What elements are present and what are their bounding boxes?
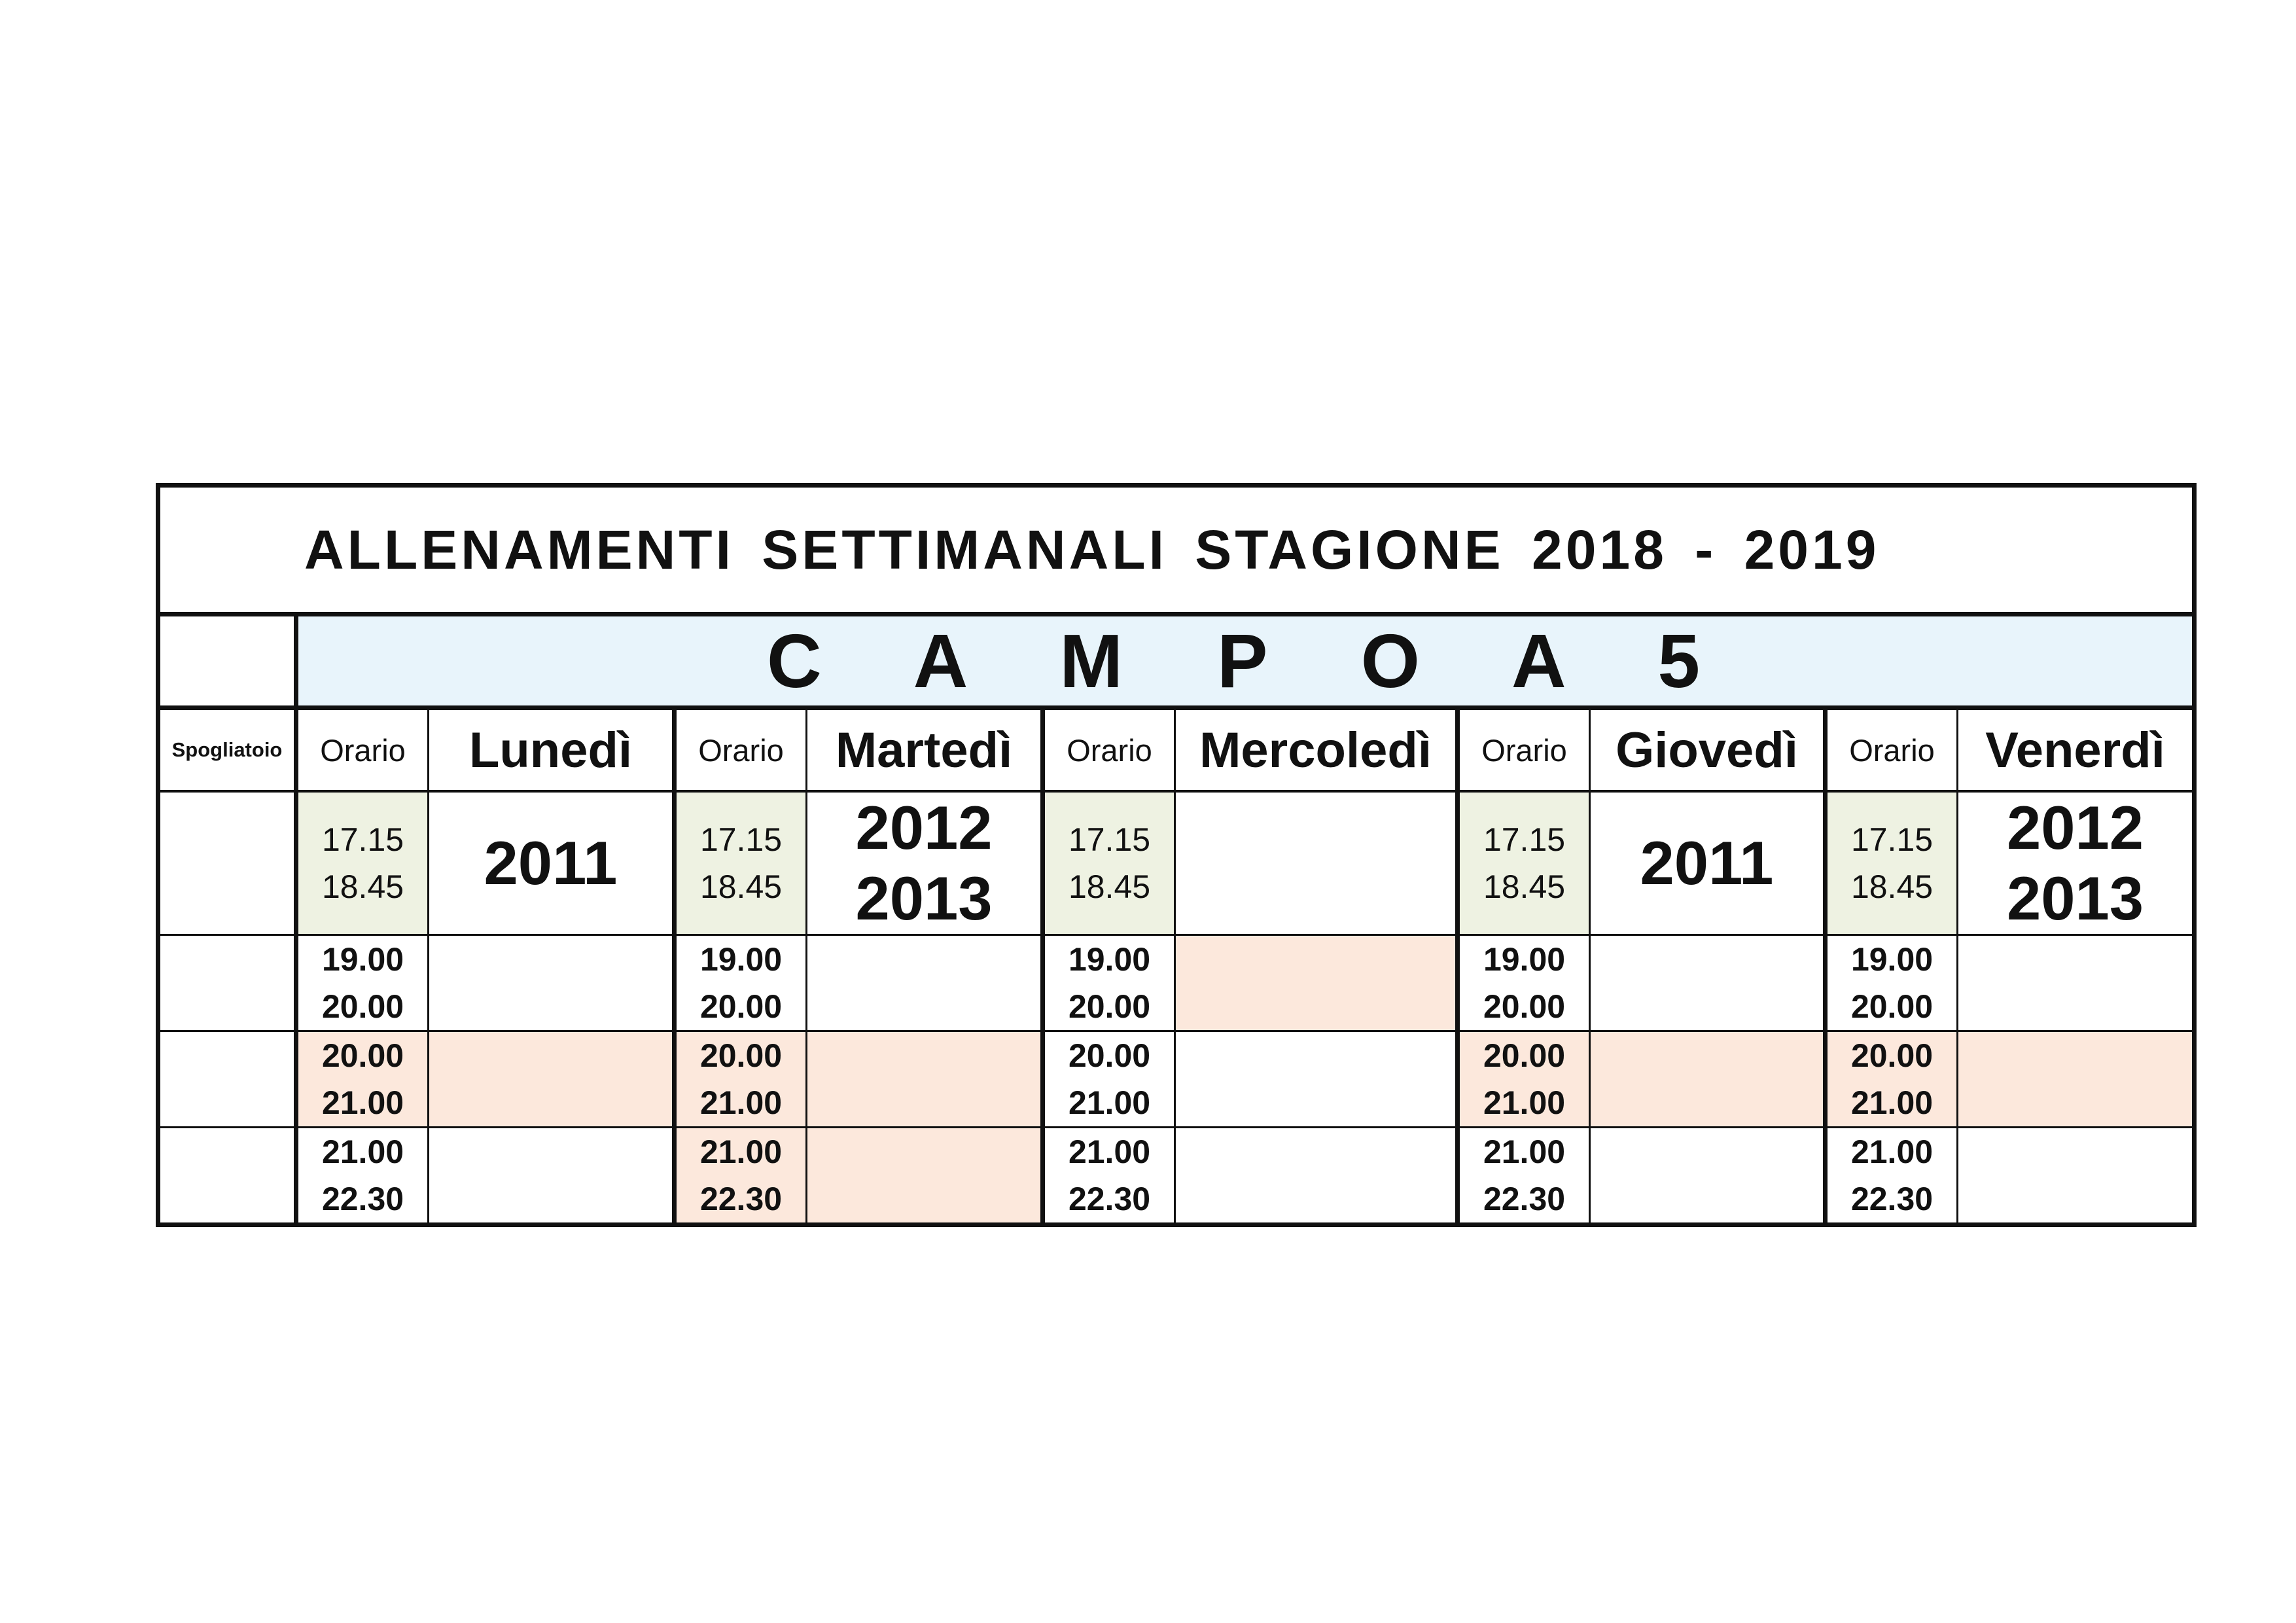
time-cell: 19.00 20.00 <box>1043 935 1175 1031</box>
header-row <box>158 708 2195 792</box>
time-cell: 20.00 21.00 <box>296 1031 429 1128</box>
schedule-cell <box>1175 1128 1458 1225</box>
schedule-cell <box>807 935 1043 1031</box>
time-cell: 21.00 22.30 <box>1826 1128 1958 1225</box>
header-day: Mercoledì <box>1175 708 1458 792</box>
time-cell: 17.15 18.45 <box>675 791 807 935</box>
schedule-cell <box>1175 1031 1458 1128</box>
time-cell: 20.00 21.00 <box>1826 1031 1958 1128</box>
table-row <box>158 935 2195 1031</box>
field-title: C A M P O A 5 <box>296 615 2195 708</box>
schedule-cell <box>1175 935 1458 1031</box>
time-cell: 17.15 18.45 <box>1826 791 1958 935</box>
schedule-cell <box>1958 1031 2195 1128</box>
schedule-cell <box>429 1031 675 1128</box>
time-cell: 17.15 18.45 <box>296 791 429 935</box>
schedule-cell: 2011 <box>1590 791 1826 935</box>
schedule-table <box>156 483 2197 1227</box>
header-orario: Orario <box>1458 708 1590 792</box>
time-cell: 19.00 20.00 <box>296 935 429 1031</box>
time-cell: 20.00 21.00 <box>1458 1031 1590 1128</box>
time-cell: 19.00 20.00 <box>1826 935 1958 1031</box>
schedule-cell: 2011 <box>429 791 675 935</box>
table-row <box>158 791 2195 935</box>
schedule-cell <box>429 1128 675 1225</box>
spogliatoio-cell <box>158 1128 296 1225</box>
header-orario: Orario <box>296 708 429 792</box>
schedule-cell <box>1590 1031 1826 1128</box>
header-day: Lunedì <box>429 708 675 792</box>
time-cell: 20.00 21.00 <box>1043 1031 1175 1128</box>
header-day: Venerdì <box>1958 708 2195 792</box>
header-day: Martedì <box>807 708 1043 792</box>
time-cell: 17.15 18.45 <box>1458 791 1590 935</box>
corner-cell <box>158 615 296 708</box>
spogliatoio-cell <box>158 935 296 1031</box>
table-row <box>158 1031 2195 1128</box>
schedule-cell <box>1958 935 2195 1031</box>
spogliatoio-cell <box>158 1031 296 1128</box>
time-cell: 17.15 18.45 <box>1043 791 1175 935</box>
header-orario: Orario <box>675 708 807 792</box>
header-spogliatoio: Spogliatoio <box>158 708 296 792</box>
schedule-cell <box>1590 935 1826 1031</box>
schedule-cell: 2012 2013 <box>1958 791 2195 935</box>
time-cell: 19.00 20.00 <box>1458 935 1590 1031</box>
schedule-cell <box>429 935 675 1031</box>
schedule-cell: 2012 2013 <box>807 791 1043 935</box>
time-cell: 19.00 20.00 <box>675 935 807 1031</box>
schedule-cell <box>807 1031 1043 1128</box>
schedule-cell <box>1175 791 1458 935</box>
spogliatoio-cell <box>158 791 296 935</box>
schedule-cell <box>1590 1128 1826 1225</box>
schedule-title: ALLENAMENTI SETTIMANALI STAGIONE 2018 - 2019 <box>158 486 2195 615</box>
header-orario: Orario <box>1826 708 1958 792</box>
time-cell: 21.00 22.30 <box>675 1128 807 1225</box>
time-cell: 20.00 21.00 <box>675 1031 807 1128</box>
schedule-cell <box>1958 1128 2195 1225</box>
schedule-cell <box>807 1128 1043 1225</box>
time-cell: 21.00 22.30 <box>1043 1128 1175 1225</box>
table-row <box>158 1128 2195 1225</box>
time-cell: 21.00 22.30 <box>296 1128 429 1225</box>
header-day: Giovedì <box>1590 708 1826 792</box>
header-orario: Orario <box>1043 708 1175 792</box>
time-cell: 21.00 22.30 <box>1458 1128 1590 1225</box>
